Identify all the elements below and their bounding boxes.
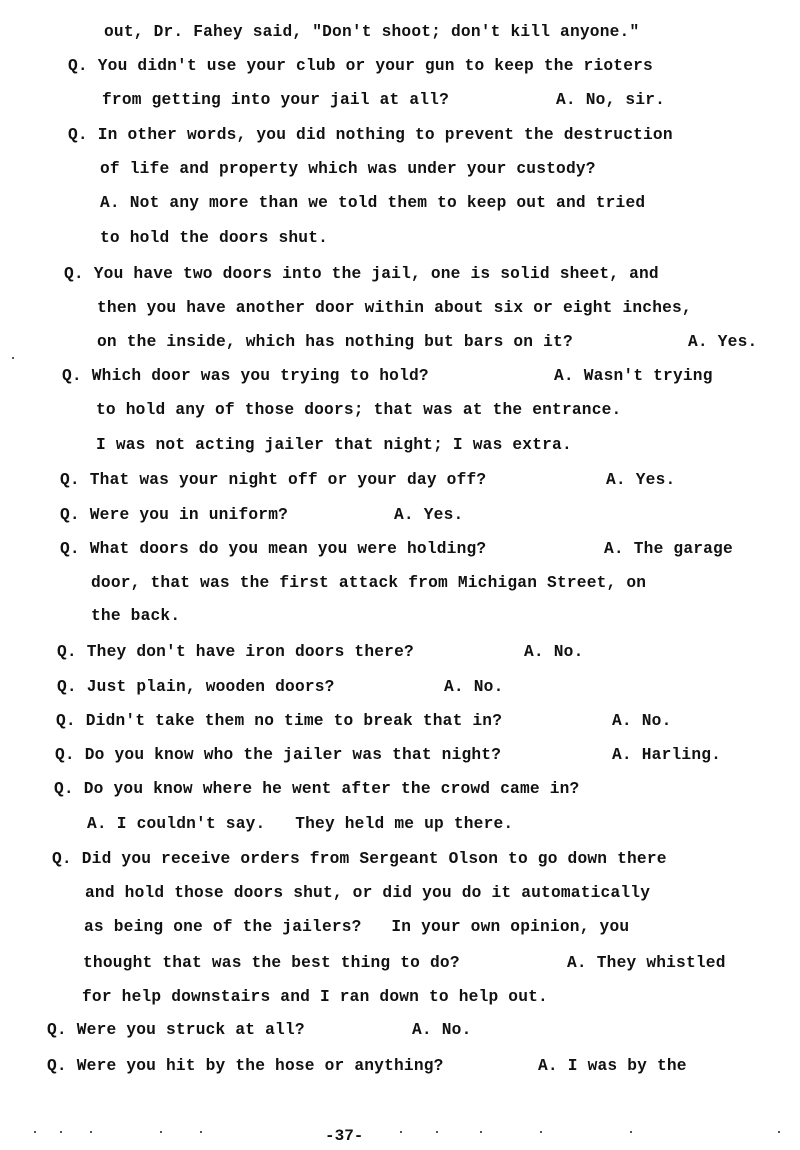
scan-speck bbox=[34, 1131, 36, 1133]
question-line: Q. Were you hit by the hose or anything? bbox=[47, 1057, 444, 1075]
transcript-line: of life and property which was under your custody? bbox=[100, 160, 596, 178]
answer-text: A. No. bbox=[412, 1021, 472, 1039]
scan-speck bbox=[90, 1131, 92, 1133]
question-line: Q. Were you struck at all? bbox=[47, 1021, 305, 1039]
transcript-line: I was not acting jailer that night; I was extra. bbox=[96, 436, 572, 454]
answer-text: A. I was by the bbox=[538, 1057, 687, 1075]
transcript-line: on the inside, which has nothing but bars on it? bbox=[97, 333, 573, 351]
scan-speck bbox=[436, 1131, 438, 1133]
transcript-line: and hold those doors shut, or did you do it automatically bbox=[85, 884, 651, 902]
transcript-line: to hold any of those doors; that was at the entrance. bbox=[96, 401, 622, 419]
question-line: Q. What doors do you mean you were holding? bbox=[60, 540, 487, 558]
answer-text: A. Yes. bbox=[688, 333, 758, 351]
transcript-line: thought that was the best thing to do? bbox=[83, 954, 460, 972]
answer-text: A. Harling. bbox=[612, 746, 722, 764]
question-line: Q. Which door was you trying to hold? bbox=[62, 367, 429, 385]
scan-speck bbox=[400, 1131, 402, 1133]
scan-speck bbox=[630, 1131, 632, 1133]
transcript-line: for help downstairs and I ran down to help out. bbox=[82, 988, 548, 1006]
answer-text: A. Yes. bbox=[606, 471, 676, 489]
question-line: Q. Do you know where he went after the crowd came in? bbox=[54, 780, 580, 798]
question-line: Q. Do you know who the jailer was that night? bbox=[55, 746, 502, 764]
question-line: Q. In other words, you did nothing to prevent the destruction bbox=[68, 126, 673, 144]
transcript-line: then you have another door within about six or eight inches, bbox=[97, 299, 692, 317]
answer-text: A. Wasn't trying bbox=[554, 367, 713, 385]
transcript-line: door, that was the first attack from Michigan Street, on bbox=[91, 574, 647, 592]
question-line: Q. You have two doors into the jail, one is solid sheet, and bbox=[64, 265, 659, 283]
answer-text: A. The garage bbox=[604, 540, 733, 558]
question-line: Q. You didn't use your club or your gun to keep the rioters bbox=[68, 57, 653, 75]
transcript-line: from getting into your jail at all? bbox=[102, 91, 449, 109]
answer-text: A. No, sir. bbox=[556, 91, 666, 109]
scan-speck bbox=[480, 1131, 482, 1133]
question-line: Q. Were you in uniform? bbox=[60, 506, 289, 524]
answer-text: A. No. bbox=[612, 712, 672, 730]
answer-line: A. I couldn't say. They held me up there. bbox=[87, 815, 514, 833]
answer-text: A. No. bbox=[444, 678, 504, 696]
scan-speck bbox=[12, 357, 14, 359]
transcript-line: to hold the doors shut. bbox=[100, 229, 329, 247]
scan-speck bbox=[160, 1131, 162, 1133]
question-line: Q. Just plain, wooden doors? bbox=[57, 678, 335, 696]
scan-speck bbox=[540, 1131, 542, 1133]
scan-speck bbox=[778, 1131, 780, 1133]
answer-text: A. Yes. bbox=[394, 506, 464, 524]
answer-text: A. They whistled bbox=[567, 954, 726, 972]
transcript-line: as being one of the jailers? In your own opinion, you bbox=[84, 918, 630, 936]
question-line: Q. Didn't take them no time to break that in? bbox=[56, 712, 503, 730]
transcript-line: out, Dr. Fahey said, "Don't shoot; don't kill anyone." bbox=[104, 23, 640, 41]
scan-speck bbox=[200, 1131, 202, 1133]
question-line: Q. That was your night off or your day off? bbox=[60, 471, 487, 489]
question-line: Q. They don't have iron doors there? bbox=[57, 643, 414, 661]
page-number: -37- bbox=[325, 1127, 364, 1145]
question-line: Q. Did you receive orders from Sergeant Olson to go down there bbox=[52, 850, 667, 868]
answer-line: A. Not any more than we told them to keep out and tried bbox=[100, 194, 646, 212]
scan-speck bbox=[60, 1131, 62, 1133]
transcript-line: the back. bbox=[91, 607, 181, 625]
answer-text: A. No. bbox=[524, 643, 584, 661]
